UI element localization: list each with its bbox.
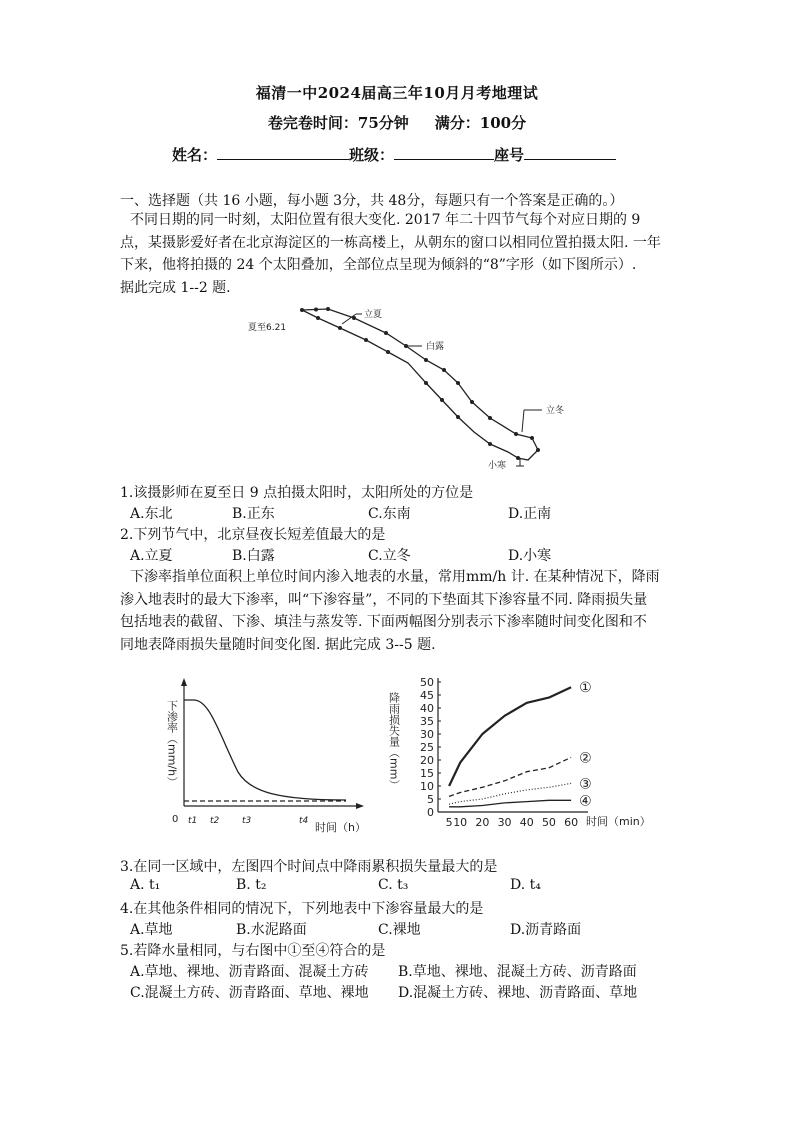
y-tick-label: 25 <box>420 741 434 754</box>
left-chart-ylabel: 下渗率（mm/h） <box>165 700 179 788</box>
series-line-1 <box>449 687 571 786</box>
q1-option-a[interactable]: A.东北 <box>130 506 173 522</box>
x-tick-label: 50 <box>541 816 556 829</box>
seat-blank[interactable] <box>524 145 616 160</box>
series-label-2: ② <box>579 750 592 767</box>
intro1-line: 不同日期的同一时刻，太阳位置有很大变化. 2017 年二十四节气每个对应日期的 9 <box>130 212 641 228</box>
analemma-figure <box>236 298 566 470</box>
exam-subtitle <box>0 112 794 133</box>
q2-option-b[interactable]: B.白露 <box>232 548 275 564</box>
question-4: 4.在其他条件相同的情况下，下列地表中下渗容量最大的是 <box>120 901 484 917</box>
series-label-4: ④ <box>579 793 592 810</box>
q3-option-b[interactable]: B. t₂ <box>236 877 267 893</box>
left-chart-xlabel: 时间（h） <box>315 821 366 834</box>
q2-option-a[interactable]: A.立夏 <box>130 548 173 564</box>
infiltration-curve <box>184 700 346 800</box>
tick-t2: t2 <box>210 816 220 826</box>
series-line-2 <box>449 757 571 796</box>
tick-t4: t4 <box>299 816 309 826</box>
q1-option-d[interactable]: D.正南 <box>508 506 552 522</box>
q4-option-d[interactable]: D.沥青路面 <box>510 922 582 938</box>
q4-option-b[interactable]: B.水泥路面 <box>236 922 307 938</box>
y-tick-label: 30 <box>420 728 434 741</box>
series-label-1: ① <box>579 680 592 697</box>
question-2: 2.下列节气中，北京昼夜长短差值最大的是 <box>120 527 386 543</box>
intro1-line: 下来，他将拍摄的 24 个太阳叠加，全部位点呈现为倾斜的“8”字形（如下图所示）. <box>120 257 637 273</box>
q1-option-c[interactable]: C.东南 <box>368 506 411 522</box>
series-label-3: ③ <box>579 776 592 793</box>
series-line-3 <box>449 783 571 804</box>
intro1-line: 点，某摄影爱好者在北京海淀区的一栋高楼上，从朝东的窗口以相同位置拍摄太阳. 一年 <box>120 234 661 251</box>
x-tick-label: 20 <box>475 816 490 829</box>
question-1: 1.该摄影师在夏至日 9 点拍摄太阳时，太阳所处的方位是 <box>120 485 474 501</box>
label-lidong: 立冬 <box>546 406 565 416</box>
y-tick-label: 15 <box>420 767 434 780</box>
q4-option-a[interactable]: A.草地 <box>130 922 173 938</box>
tick-t3: t3 <box>242 816 252 826</box>
intro-paragraph-1 <box>120 209 680 299</box>
q5-option-b[interactable]: B.草地、裸地、混凝土方砖、沥青路面 <box>398 964 637 980</box>
class-label: 班级： <box>349 146 395 164</box>
q3-option-a[interactable]: A. t₁ <box>130 877 161 893</box>
label-lixia: 立夏 <box>364 310 383 320</box>
analemma-points <box>300 307 540 460</box>
q5-option-a[interactable]: A.草地、裸地、沥青路面、混凝土方砖 <box>130 964 369 980</box>
q3-option-d[interactable]: D. t₄ <box>510 877 541 893</box>
time-label: 卷完卷时间：75分钟 <box>267 114 409 132</box>
y-tick-label: 40 <box>420 702 434 715</box>
x-tick-label: 60 <box>564 816 579 829</box>
seat-label: 座号 <box>494 146 525 164</box>
q2-option-c[interactable]: C.立冬 <box>368 548 411 564</box>
analemma-curve <box>302 309 538 460</box>
y-tick-label: 35 <box>420 715 434 728</box>
name-blank[interactable] <box>217 145 349 160</box>
q3-option-c[interactable]: C. t₃ <box>378 877 409 893</box>
infiltration-rate-chart <box>158 676 374 838</box>
x-tick-label: 10 <box>453 816 468 829</box>
x-tick-label: 30 <box>497 816 512 829</box>
name-label: 姓名： <box>172 146 218 164</box>
q4-option-c[interactable]: C.裸地 <box>378 922 421 938</box>
loss-chart-xlabel: 时间（min） <box>586 815 651 828</box>
score-label: 满分：100分 <box>434 114 527 132</box>
intro2-line: 包括地表的截留、下渗、填洼与蒸发等. 下面两幅图分别表示下渗率随时间变化图和不 <box>120 614 647 630</box>
q5-option-c[interactable]: C.混凝土方砖、沥青路面、草地、裸地 <box>130 985 369 1001</box>
student-info-line <box>172 144 616 165</box>
loss-chart-ylabel: 降雨损失量（mm） <box>388 692 401 791</box>
exam-title: 福清一中2024届高三年10月月考地理试 <box>255 84 539 102</box>
intro2-line: 同地表降雨损失量随时间变化图. 据此完成 3--5 题. <box>120 636 436 653</box>
intro-paragraph-2 <box>120 566 680 656</box>
intro2-line: 下渗率指单位面积上单位时间内渗入地表的水量，常用mm/h 计. 在某种情况下，降雨 <box>130 569 660 585</box>
label-summer-solstice: 夏至6.21 <box>248 323 287 333</box>
class-blank[interactable] <box>394 145 494 160</box>
rainfall-loss-chart <box>388 672 700 836</box>
q2-option-d[interactable]: D.小寒 <box>508 548 552 564</box>
q1-option-b[interactable]: B.正东 <box>232 506 275 522</box>
label-bailu: 白露 <box>426 342 445 352</box>
intro1-line: 据此完成 1--2 题. <box>120 279 231 296</box>
left-chart-origin: 0 <box>172 814 179 825</box>
section-heading: 一、选择题（共 16 小题，每小题 3分，共 48分，每题只有一个答案是正确的。） <box>120 193 624 209</box>
question-5: 5.若降水量相同，与右图中①至④符合的是 <box>120 943 386 959</box>
x-tick-label: 40 <box>519 816 534 829</box>
y-tick-label: 5 <box>427 793 434 806</box>
q5-option-d[interactable]: D.混凝土方砖、裸地、沥青路面、草地 <box>398 985 638 1001</box>
y-tick-label: 10 <box>420 780 434 793</box>
question-3: 3.在同一区域中，左图四个时间点中降雨累积损失量最大的是 <box>120 859 498 875</box>
label-xiaohan: 小寒 <box>488 461 507 470</box>
intro2-line: 渗入地表时的最大下渗率，叫“下渗容量”，不同的下垫面其下渗容量不同. 降雨损失量 <box>120 591 648 608</box>
x-tick-label: 5 <box>445 816 453 829</box>
y-tick-label: 45 <box>420 689 434 702</box>
y-tick-label: 20 <box>420 754 434 767</box>
tick-t1: t1 <box>188 816 198 826</box>
y-tick-label: 50 <box>420 676 434 689</box>
y-tick-label: 0 <box>427 806 434 819</box>
